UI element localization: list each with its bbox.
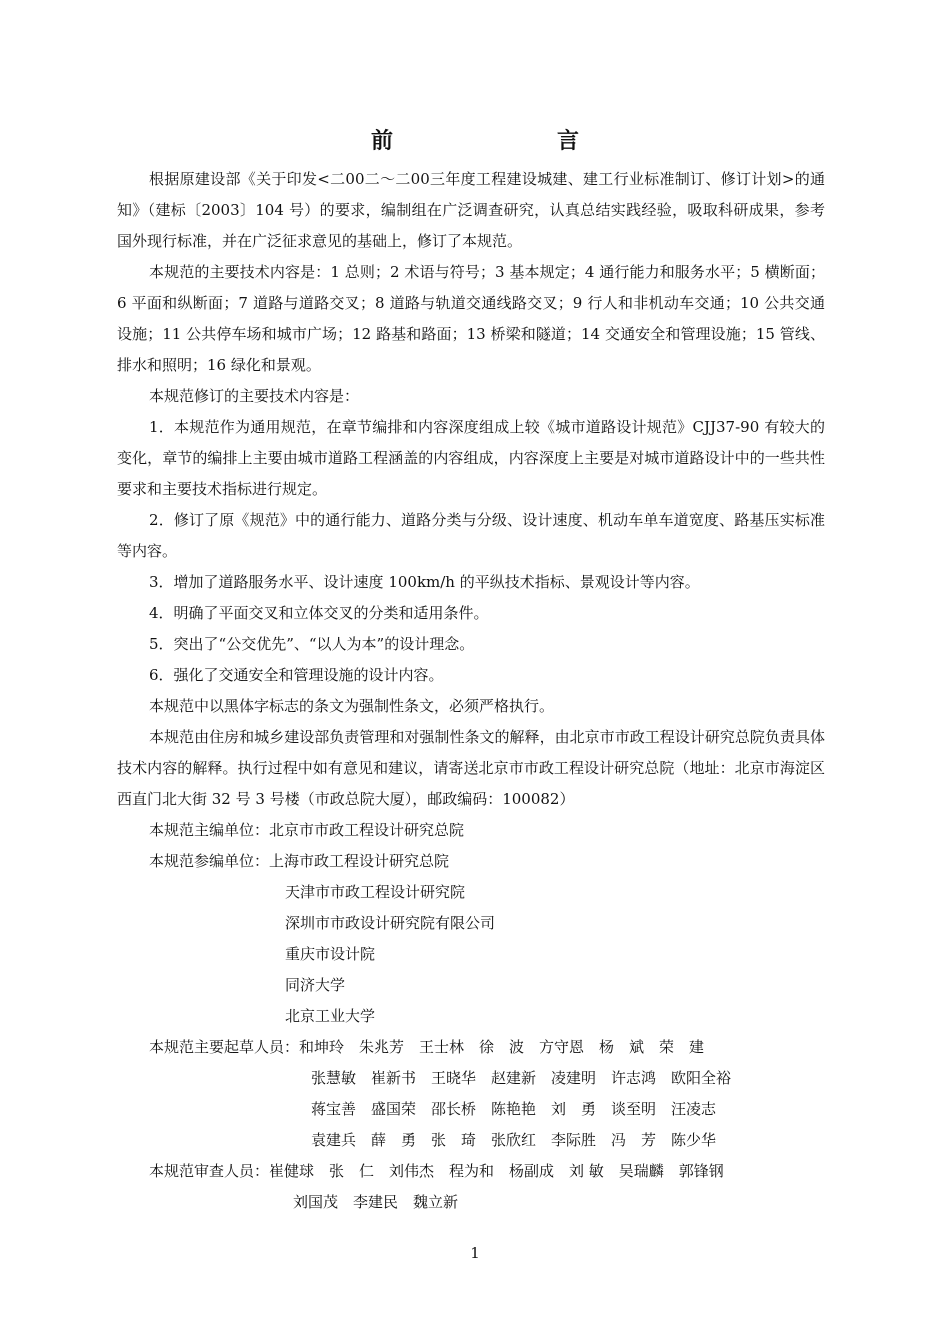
- drafters-line: 本规范主要起草人员：和坤玲 朱兆芳 王士林 徐 波 方守恩 杨 斌 荣 建: [149, 1038, 705, 1056]
- preface-body: [117, 164, 825, 1218]
- revision-item-1: 1．本规范作为通用规范，在章节编排和内容深度组成上较《城市道路设计规范》CJJ37-90 有较大的变化，章节的编排上主要由城市道路工程涵盖的内容组成，内容深度上主要是对城市道路设计中的一些共性要求和主要技术指标进行规定。: [117, 418, 825, 498]
- drafters-line: 袁建兵 薛 勇 张 琦 张欣红 李际胜 冯 芳 陈少华: [311, 1131, 717, 1149]
- drafters-line: 蒋宝善 盛国荣 邵长桥 陈艳艳 刘 勇 谈至明 汪凌志: [311, 1100, 717, 1118]
- participant-unit: 北京工业大学: [285, 1007, 376, 1025]
- paragraph-revision-intro: 本规范修订的主要技术内容是：: [149, 387, 360, 405]
- participant-unit: 天津市市政工程设计研究院: [285, 883, 466, 901]
- revision-item-4: 4．明确了平面交叉和立体交叉的分类和适用条件。: [149, 604, 489, 622]
- revision-item-5: 5．突出了“公交优先”、“以人为本”的设计理念。: [149, 635, 475, 653]
- paragraph-mandatory: 本规范中以黑体字标志的条文为强制性条文，必须严格执行。: [149, 697, 555, 715]
- paragraph-main-content: 本规范的主要技术内容是：1 总则；2 术语与符号；3 基本规定；4 通行能力和服务水平；5 横断面；6 平面和纵断面；7 道路与道路交叉；8 道路与轨道交通线路交叉；9 行人和非机动车交通；10 公共交通设施；11 公共停车场和城市广场；12 路基和路面；13 桥梁和隧道；14 交通安全和管理设施；15 管线、排水和照明；16 绿化和景观。: [117, 263, 825, 374]
- page-number: 1: [470, 1244, 480, 1262]
- participant-unit: 深圳市市政设计研究院有限公司: [285, 914, 496, 932]
- participant-unit: 重庆市设计院: [285, 945, 376, 963]
- revision-item-3: 3．增加了道路服务水平、设计速度 100km/h 的平纵技术指标、景观设计等内容。: [149, 573, 700, 591]
- revision-item-6: 6．强化了交通安全和管理设施的设计内容。: [149, 666, 444, 684]
- revision-item-2: 2．修订了原《规范》中的通行能力、道路分类与分级、设计速度、机动车单车道宽度、路基压实标准等内容。: [117, 511, 825, 560]
- reviewers-line: 本规范审查人员：崔健球 张 仁 刘伟杰 程为和 杨副成 刘 敏 吴瑞麟 郭锋钢: [149, 1162, 724, 1180]
- paragraph-management: 本规范由住房和城乡建设部负责管理和对强制性条文的解释，由北京市市政工程设计研究总院负责具体技术内容的解释。执行过程中如有意见和建议，请寄送北京市市政工程设计研究总院（地址：北京市海淀区西直门北大街 32 号 3 号楼（市政总院大厦），邮政编码：100082）: [117, 728, 825, 808]
- participant-unit: 同济大学: [285, 976, 346, 994]
- reviewers-line: 刘国茂 李建民 魏立新: [293, 1193, 459, 1211]
- page-title: 前 言: [370, 129, 619, 154]
- chief-editor-unit: 本规范主编单位：北京市市政工程设计研究总院: [149, 821, 465, 839]
- participant-unit-label: 本规范参编单位：上海市政工程设计研究总院: [149, 852, 450, 870]
- paragraph-basis: 根据原建设部《关于印发<二00二～二00三年度工程建设城建、建工行业标准制订、修订计划>的通知》（建标〔2003〕104 号）的要求，编制组在广泛调查研究，认真总结实践经验，吸取科研成果，参考国外现行标准，并在广泛征求意见的基础上，修订了本规范。: [117, 170, 825, 250]
- drafters-line: 张慧敏 崔新书 王晓华 赵建新 凌建明 许志鸿 欧阳全裕: [311, 1069, 732, 1087]
